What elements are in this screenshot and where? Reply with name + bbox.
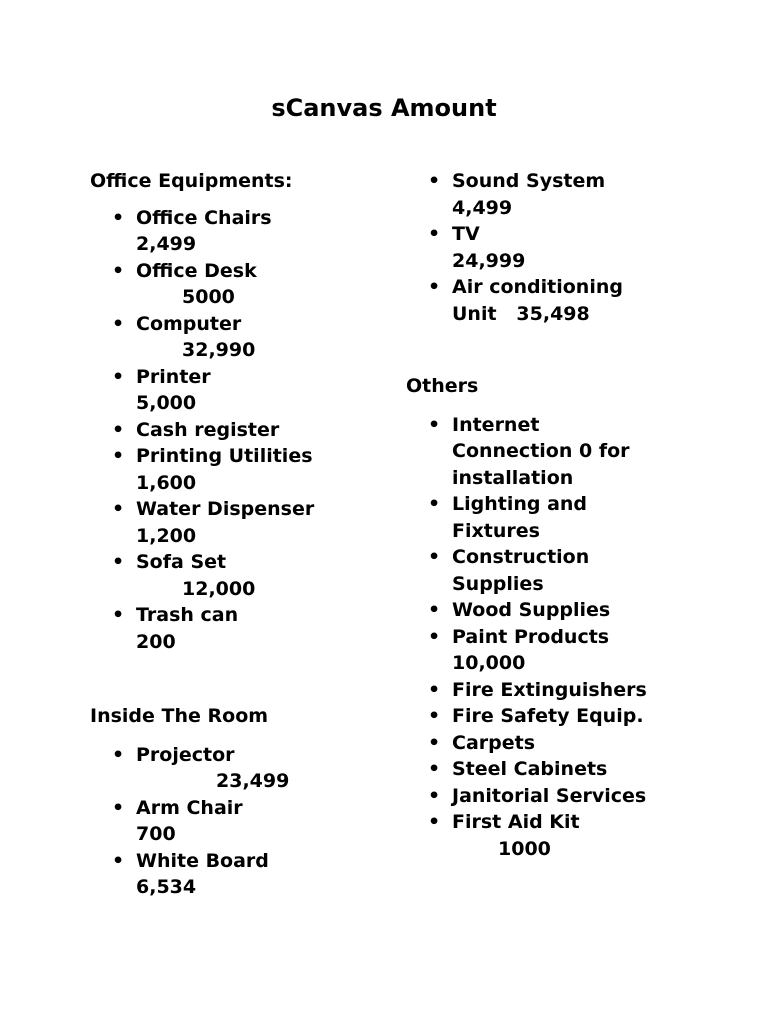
item-amount: 4,499 — [452, 196, 513, 219]
list-item — [406, 597, 706, 624]
others-heading: Others — [406, 375, 479, 397]
item-name: • Lighting and Fixtures — [452, 493, 588, 542]
item-name-unit: Unit — [452, 302, 497, 325]
item-name: • White Board — [136, 849, 269, 872]
item-name: • Carpets — [452, 731, 536, 754]
inside-the-room-heading: Inside The Room — [90, 705, 269, 727]
list-item — [90, 258, 390, 311]
list-item — [406, 809, 706, 862]
list-item — [406, 221, 706, 274]
item-name: • Arm Chair — [136, 796, 243, 819]
list-item — [406, 730, 706, 757]
item-amount: 200 — [136, 630, 176, 653]
inside-the-room-list — [90, 742, 390, 901]
item-name: • TV — [452, 223, 480, 245]
list-item — [406, 677, 706, 704]
item-name: • Printing Utilities — [136, 445, 313, 467]
item-amount: 35,498 — [516, 302, 590, 325]
item-amount: 1000 — [498, 837, 551, 860]
list-item — [90, 742, 390, 795]
item-name: • Steel Cabinets — [452, 758, 608, 780]
list-item — [406, 168, 706, 221]
item-amount: 700 — [136, 823, 176, 845]
item-name-line-2 — [452, 301, 706, 328]
list-item — [90, 311, 390, 364]
list-item — [90, 795, 390, 848]
list-item — [90, 496, 390, 549]
item-amount: 12,000 — [182, 577, 256, 600]
item-name: • Trash can — [136, 604, 239, 626]
item-name: • Wood Supplies — [452, 599, 611, 621]
av-equipment-list — [406, 168, 706, 327]
item-name: • Internet Connection 0 for installation — [452, 413, 630, 489]
office-equipments-heading: Office Equipments: — [90, 170, 293, 192]
list-item — [406, 274, 706, 327]
item-amount: 5,000 — [136, 392, 197, 414]
list-item — [90, 417, 390, 444]
item-name: • Construction Supplies — [452, 546, 590, 595]
list-item — [90, 602, 390, 655]
page-title: sCanvas Amount — [271, 94, 497, 122]
item-amount: 1,200 — [136, 524, 197, 547]
item-name: • Computer — [136, 312, 242, 335]
right-column — [406, 168, 706, 862]
item-name: • Projector — [136, 743, 235, 766]
others-list — [406, 412, 706, 863]
list-item — [406, 412, 662, 492]
item-name: • Sound System — [452, 170, 606, 192]
list-item — [90, 364, 390, 417]
item-name: • First Aid Kit — [452, 811, 580, 833]
list-item — [406, 783, 706, 810]
list-item — [406, 624, 706, 677]
item-amount: 24,999 — [452, 249, 526, 272]
item-amount: 2,499 — [136, 233, 197, 255]
list-item — [406, 703, 706, 730]
item-name: • Sofa Set — [136, 551, 227, 573]
item-name: • Office Desk — [136, 259, 257, 282]
item-name: • Printer — [136, 365, 211, 388]
list-item — [90, 549, 390, 602]
list-item — [90, 848, 390, 901]
item-name: • Air conditioning — [452, 276, 623, 298]
item-amount: 10,000 — [452, 652, 526, 674]
item-amount: 6,534 — [136, 876, 197, 898]
item-name: • Office Chairs — [136, 206, 272, 229]
list-item — [406, 756, 706, 783]
left-column — [90, 168, 390, 901]
list-item — [90, 443, 390, 496]
item-name: • Fire Safety Equip. — [452, 705, 644, 727]
list-item — [406, 491, 652, 544]
list-item — [406, 544, 652, 597]
item-name: • Janitorial Services — [452, 784, 647, 807]
item-name: • Fire Extinguishers — [452, 678, 647, 701]
office-equipments-list — [90, 205, 390, 656]
item-amount: 23,499 — [216, 770, 290, 792]
item-name: • Water Dispenser — [136, 498, 315, 520]
item-amount: 1,600 — [136, 471, 197, 494]
list-item — [90, 205, 390, 258]
item-name: • Paint Products — [452, 625, 610, 648]
item-amount: 32,990 — [182, 339, 256, 361]
item-name: • Cash register — [136, 418, 280, 441]
item-amount: 5000 — [182, 286, 235, 308]
